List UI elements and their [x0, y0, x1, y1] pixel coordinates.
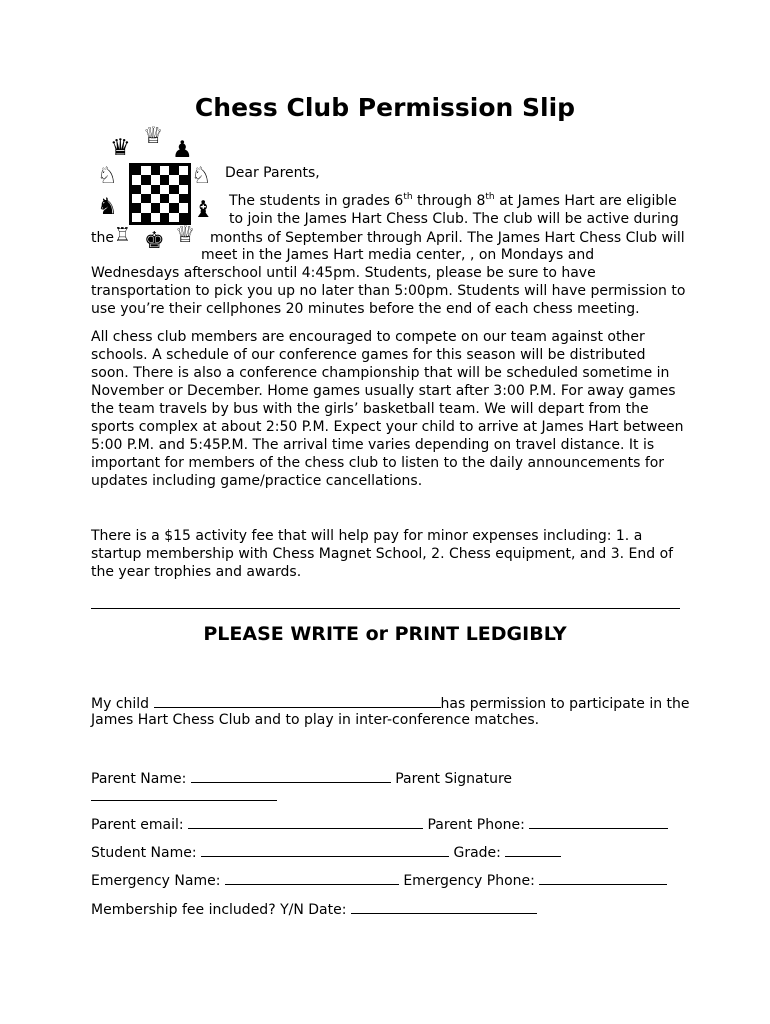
student-name-field[interactable] — [201, 842, 449, 857]
parent-signature-field[interactable] — [91, 786, 277, 801]
greeting: Dear Parents, — [225, 165, 320, 181]
permission-line-1: My child has permission to participate in the — [91, 693, 690, 713]
student-row: Student Name: Grade: — [91, 842, 561, 862]
paragraph-fee: There is a $15 activity fee that will help pay for minor expenses including: 1. a startup membership with Chess Magnet School, 2. Chess equipment, and 3. End of the year trophies and awards. — [91, 528, 674, 580]
intro-the: the — [91, 230, 114, 246]
parent-email-field[interactable] — [188, 814, 423, 829]
child-name-field[interactable] — [154, 693, 441, 708]
emergency-row: Emergency Name: Emergency Phone: — [91, 870, 667, 890]
page-title: Chess Club Permission Slip — [194, 93, 576, 122]
grade-field[interactable] — [505, 842, 561, 857]
parent-name-field[interactable] — [191, 768, 391, 783]
chessboard-icon — [129, 163, 191, 225]
divider — [91, 608, 680, 609]
black-knight-icon: ♞ — [97, 194, 118, 220]
section-subtitle: PLEASE WRITE or PRINT LEDGIBLY — [203, 623, 567, 645]
parent-contact-row: Parent email: Parent Phone: — [91, 814, 668, 834]
paragraph-competition: All chess club members are encouraged to compete on our team against other schools. A schedule of our conference games for this season will be distributed soon. There is also a conference championship that will be scheduled sometime in November or December. Home games usually start after 3:00 P.M. For away games the team travels by bus with the girls’ basketball team. We will depart from the sports complex at about 2:50 P.M. Expect your child to arrive at James Hart between 5:00 P.M. and 5:45P.M. The arrival time varies depending on travel distance. It is important for members of the chess club to listen to the daily announcements for updates including game/practice cancellations. — [91, 329, 684, 489]
membership-row: Membership fee included? Y/N Date: — [91, 899, 537, 919]
white-queen-icon: ♕ — [175, 222, 196, 248]
white-knight-icon: ♘ — [97, 163, 118, 189]
black-pawn-icon: ♟ — [172, 137, 193, 163]
parent-phone-field[interactable] — [529, 814, 668, 829]
intro-line-1: The students in grades 6th through 8th at James Hart are eligible — [229, 192, 677, 209]
permission-line-2: James Hart Chess Club and to play in inter-conference matches. — [91, 712, 540, 728]
black-bishop-icon: ♝ — [193, 197, 214, 223]
white-rook-icon: ♖ — [114, 224, 132, 246]
intro-line-4: meet in the James Hart media center, , on Mondays and — [201, 247, 595, 263]
intro-rest: Wednesdays afterschool until 4:45pm. Students, please be sure to have transportation to pick you up no later than 5:00pm. Students will have permission to use you’re their cellphones 20 minutes before the end of each chess meeting. — [91, 265, 686, 317]
emergency-name-field[interactable] — [225, 870, 399, 885]
white-queen-icon: ♕ — [143, 123, 164, 149]
emergency-phone-field[interactable] — [539, 870, 667, 885]
white-knight-icon: ♘ — [191, 163, 212, 189]
parent-name-row: Parent Name: Parent Signature — [91, 768, 512, 788]
intro-line-2: to join the James Hart Chess Club. The club will be active during — [229, 211, 679, 227]
black-queen-icon: ♛ — [110, 135, 131, 161]
intro-line-3: months of September through April. The James Hart Chess Club will — [210, 230, 685, 246]
black-king-icon: ♚ — [144, 228, 165, 254]
membership-date-field[interactable] — [351, 899, 537, 914]
